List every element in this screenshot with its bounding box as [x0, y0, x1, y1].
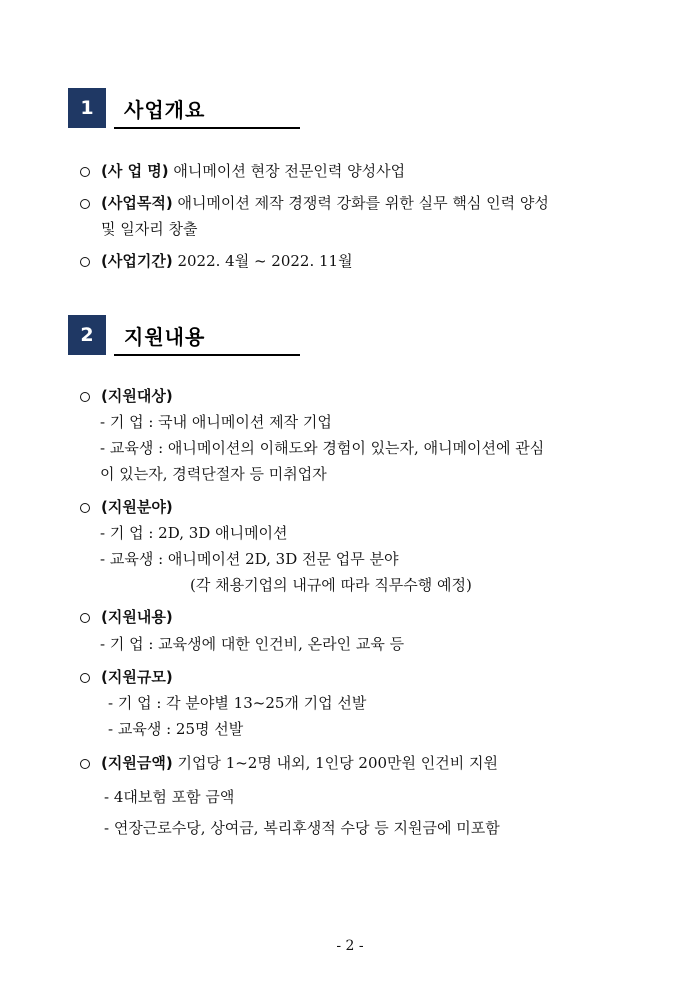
section-2-header	[68, 315, 300, 355]
project-period-value: 2022. 4월 ~ 2022. 11월	[177, 252, 353, 270]
bullet-icon	[80, 392, 90, 402]
section-2-underline	[114, 354, 300, 356]
project-purpose-label: (사업목적)	[101, 194, 173, 212]
support-field-company: - 기 업 : 2D, 3D 애니메이션	[100, 524, 288, 542]
project-name-value: 애니메이션 현장 전문인력 양성사업	[173, 162, 406, 180]
bullet-icon	[80, 199, 90, 209]
bullet-icon	[80, 503, 90, 513]
section-1-underline	[114, 127, 300, 129]
section-1-title: 사업개요	[124, 98, 206, 122]
support-field-trainee: - 교육생 : 애니메이션 2D, 3D 전문 업무 분야	[100, 550, 399, 568]
project-name-line	[101, 161, 405, 181]
project-purpose-continued: 및 일자리 창출	[101, 220, 198, 238]
project-period-line	[101, 251, 353, 271]
project-period-label: (사업기간)	[101, 252, 173, 270]
support-field-label: (지원분야)	[101, 498, 173, 516]
support-scale-company: - 기 업 : 각 분야별 13~25개 기업 선발	[108, 694, 367, 712]
support-content-label: (지원내용)	[101, 608, 173, 626]
support-target-trainee: - 교육생 : 애니메이션의 이해도와 경험이 있는자, 애니메이션에 관심	[100, 439, 545, 457]
bullet-icon	[80, 167, 90, 177]
project-purpose-line	[101, 193, 549, 213]
support-content-company: - 기 업 : 교육생에 대한 인건비, 온라인 교육 등	[100, 635, 405, 653]
section-1-header	[68, 88, 300, 128]
bullet-icon	[80, 613, 90, 623]
bullet-icon	[80, 759, 90, 769]
support-amount-value: 기업당 1~2명 내외, 1인당 200만원 인건비 지원	[177, 754, 499, 772]
bullet-icon	[80, 673, 90, 683]
section-2-title: 지원내용	[124, 325, 206, 349]
project-name-label: (사 업 명)	[101, 162, 169, 180]
support-amount-insurance: - 4대보험 포함 금액	[104, 788, 235, 806]
project-purpose-value: 애니메이션 제작 경쟁력 강화를 위한 실무 핵심 인력 양성	[177, 194, 549, 212]
section-1-number: 1	[68, 88, 106, 128]
support-scale-label: (지원규모)	[101, 668, 173, 686]
support-target-trainee-continued: 이 있는자, 경력단절자 등 미취업자	[100, 465, 327, 483]
support-target-company: - 기 업 : 국내 애니메이션 제작 기업	[100, 413, 332, 431]
support-amount-line	[101, 753, 498, 773]
section-2-number: 2	[68, 315, 106, 355]
support-amount-label: (지원금액)	[101, 754, 173, 772]
support-target-label: (지원대상)	[101, 387, 173, 405]
support-amount-excluded: - 연장근로수당, 상여금, 복리후생적 수당 등 지원금에 미포함	[104, 819, 500, 837]
support-field-note: (각 채용기업의 내규에 따라 직무수행 예정)	[190, 576, 472, 594]
bullet-icon	[80, 257, 90, 267]
support-scale-trainee: - 교육생 : 25명 선발	[108, 720, 244, 738]
page-number: - 2 -	[336, 938, 364, 954]
